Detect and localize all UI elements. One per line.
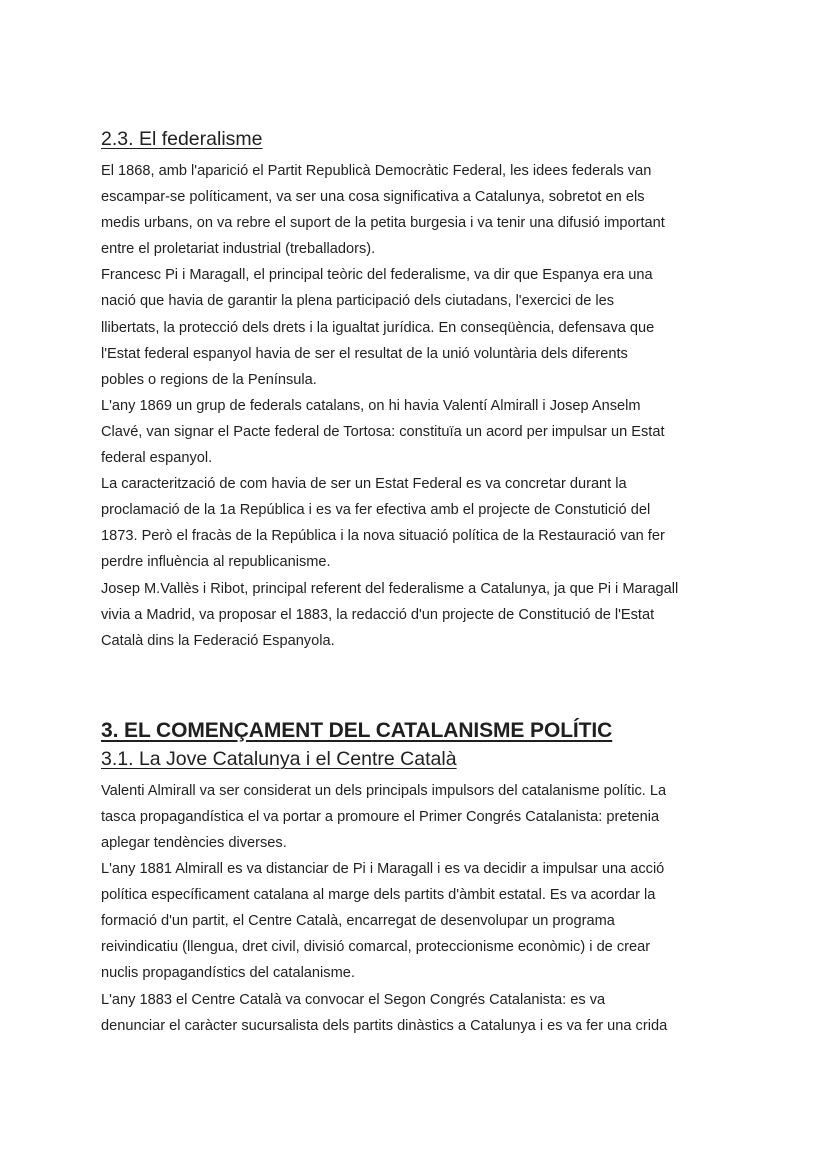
paragraph-pacte-tortosa: [101, 393, 701, 471]
text-line: Català dins la Federació Espanyola.: [101, 632, 335, 649]
section-3-1-heading: 3.1. La Jove Catalunya i el Centre Català: [101, 747, 457, 770]
paragraph-1881: [101, 856, 701, 986]
text-line: aplegar tendències diverses.: [101, 834, 287, 851]
text-line: L'any 1883 el Centre Català va convocar el Segon Congrés Catalanista: es va: [101, 991, 606, 1008]
paragraph-almirall: [101, 778, 701, 856]
paragraph-1883: [101, 987, 701, 1039]
text-line: proclamació de la 1a República i es va fer efectiva amb el projecte de Constutició del: [101, 502, 651, 519]
section-2-3-heading: 2.3. El federalisme: [101, 128, 263, 150]
text-line: nuclis propagandístics del catalanisme.: [101, 965, 355, 982]
text-line: perdre influència al republicanisme.: [101, 554, 331, 571]
text-line: nació que havia de garantir la plena participació dels ciutadans, l'exercici de les: [101, 293, 615, 310]
text-line: El 1868, amb l'aparició el Partit Republicà Democràtic Federal, les idees federals van: [101, 163, 652, 179]
paragraph-estat-federal: [101, 471, 701, 575]
section-2-3-body: [101, 158, 701, 654]
text-line: Valenti Almirall va ser considerat un dels principals impulsors del catalanisme polític. La: [101, 782, 667, 799]
text-line: denunciar el caràcter sucursalista dels partits dinàstics a Catalunya i es va fer una crida: [101, 1017, 668, 1034]
text-line: política específicament catalana al marge dels partits d'àmbit estatal. Es va acordar la: [101, 887, 656, 904]
text-line: pobles o regions de la Península.: [101, 371, 317, 388]
text-line: L'any 1869 un grup de federals catalans, on hi havia Valentí Almirall i Josep Anselm: [101, 397, 641, 414]
paragraph-pi-i-maragall: [101, 262, 701, 392]
text-line: escampar-se políticament, va ser una cosa significativa a Catalunya, sobretot en els: [101, 189, 645, 206]
text-line: reivindicatiu (llengua, dret civil, divisió comarcal, proteccionisme econòmic) i de crear: [101, 939, 651, 956]
paragraph-valles-i-ribot: [101, 576, 701, 654]
text-line: tasca propagandística el va portar a promoure el Primer Congrés Catalanista: pretenia: [101, 808, 660, 825]
text-line: vivia a Madrid, va proposar el 1883, la redacció d'un projecte de Constitució de l'Estat: [101, 606, 655, 623]
paragraph-1868: [101, 158, 701, 262]
text-line: medis urbans, on va rebre el suport de la petita burgesia i va tenir una difusió important: [101, 215, 665, 232]
text-line: L'any 1881 Almirall es va distanciar de Pi i Maragall i es va decidir a impulsar una acció: [101, 861, 665, 878]
text-line: entre el proletariat industrial (treballadors).: [101, 241, 376, 258]
text-line: formació d'un partit, el Centre Català, encarregat de desenvolupar un programa: [101, 913, 615, 930]
section-3-1-body: [101, 778, 701, 1039]
text-line: Clavé, van signar el Pacte federal de Tortosa: constituïa un acord per impulsar un Estat: [101, 423, 665, 440]
text-line: La caracterització de com havia de ser un Estat Federal es va concretar durant la: [101, 476, 627, 493]
text-line: l'Estat federal espanyol havia de ser el resultat de la unió voluntària dels diferents: [101, 345, 628, 362]
text-line: Josep M.Vallès i Ribot, principal referent del federalisme a Catalunya, ja que Pi i Maragall: [101, 580, 679, 597]
document-page: [101, 126, 701, 1039]
text-line: llibertats, la protecció dels drets i la igualtat jurídica. En conseqüència, defensava que: [101, 319, 655, 336]
text-line: 1873. Però el fracàs de la República i la nova situació política de la Restauració van fer: [101, 528, 665, 545]
section-spacer: [101, 654, 701, 717]
text-line: federal espanyol.: [101, 450, 213, 467]
section-3-heading: 3. EL COMENÇAMENT DEL CATALANISME POLÍTIC: [101, 718, 613, 742]
text-line: Francesc Pi i Maragall, el principal teòric del federalisme, va dir que Espanya era una: [101, 267, 653, 284]
